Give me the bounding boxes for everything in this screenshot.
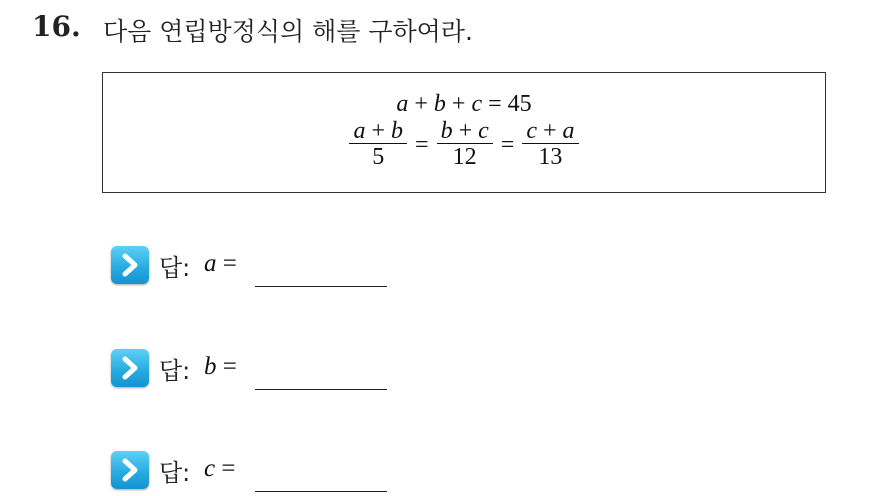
- num-term: b: [440, 118, 453, 144]
- variable-name: b: [204, 353, 217, 380]
- num-term: +: [365, 118, 392, 144]
- fraction-denominator: 5: [372, 144, 385, 170]
- equation-line-1: [103, 91, 825, 117]
- eq1-term: b: [433, 91, 446, 117]
- question-number: 16.: [32, 10, 81, 43]
- chevron-right-icon: [111, 349, 149, 387]
- chevron-right-icon: [111, 246, 149, 284]
- eq1-term: a: [396, 91, 409, 117]
- answer-blank-b[interactable]: [255, 389, 387, 390]
- fraction-numerator: [522, 119, 578, 143]
- eq1-term: c: [471, 91, 483, 117]
- equals-sign: =: [215, 455, 236, 482]
- answer-blank-a[interactable]: [255, 286, 387, 287]
- num-term: c: [478, 118, 489, 144]
- equals-sign: =: [500, 131, 515, 158]
- chevron-right-icon: [111, 451, 149, 489]
- answer-blank-c[interactable]: [255, 491, 387, 492]
- answer-label: 답:: [159, 254, 191, 282]
- fraction-numerator: [437, 119, 493, 143]
- equals-sign: =: [216, 250, 237, 277]
- eq1-term: +: [408, 91, 434, 117]
- equals-sign: =: [415, 131, 429, 158]
- fraction-2: [437, 119, 493, 170]
- fraction-denominator: 12: [452, 144, 477, 170]
- eq1-term: +: [445, 91, 472, 117]
- num-term: c: [526, 118, 537, 144]
- fraction-numerator: [349, 119, 407, 143]
- answer-label: 답:: [159, 459, 191, 487]
- num-term: +: [452, 118, 479, 144]
- variable-name: c: [204, 455, 216, 482]
- fraction-1: [349, 119, 407, 170]
- answer-variable: [204, 250, 237, 278]
- equals-sign: =: [216, 353, 237, 380]
- fraction-3: [522, 119, 578, 170]
- eq1-term: = 45: [482, 91, 532, 117]
- num-term: +: [536, 118, 563, 144]
- answer-variable: [204, 353, 237, 381]
- variable-name: a: [204, 250, 217, 277]
- equation-line-2: [103, 119, 825, 170]
- num-term: a: [353, 118, 366, 144]
- num-term: b: [391, 118, 404, 144]
- num-term: a: [562, 118, 575, 144]
- answer-label: 답:: [159, 357, 191, 385]
- equation-box: [102, 72, 826, 193]
- answer-variable: [204, 455, 235, 483]
- fraction-denominator: 13: [538, 144, 563, 170]
- question-prompt: 다음 연립방정식의 해를 구하여라.: [103, 17, 473, 46]
